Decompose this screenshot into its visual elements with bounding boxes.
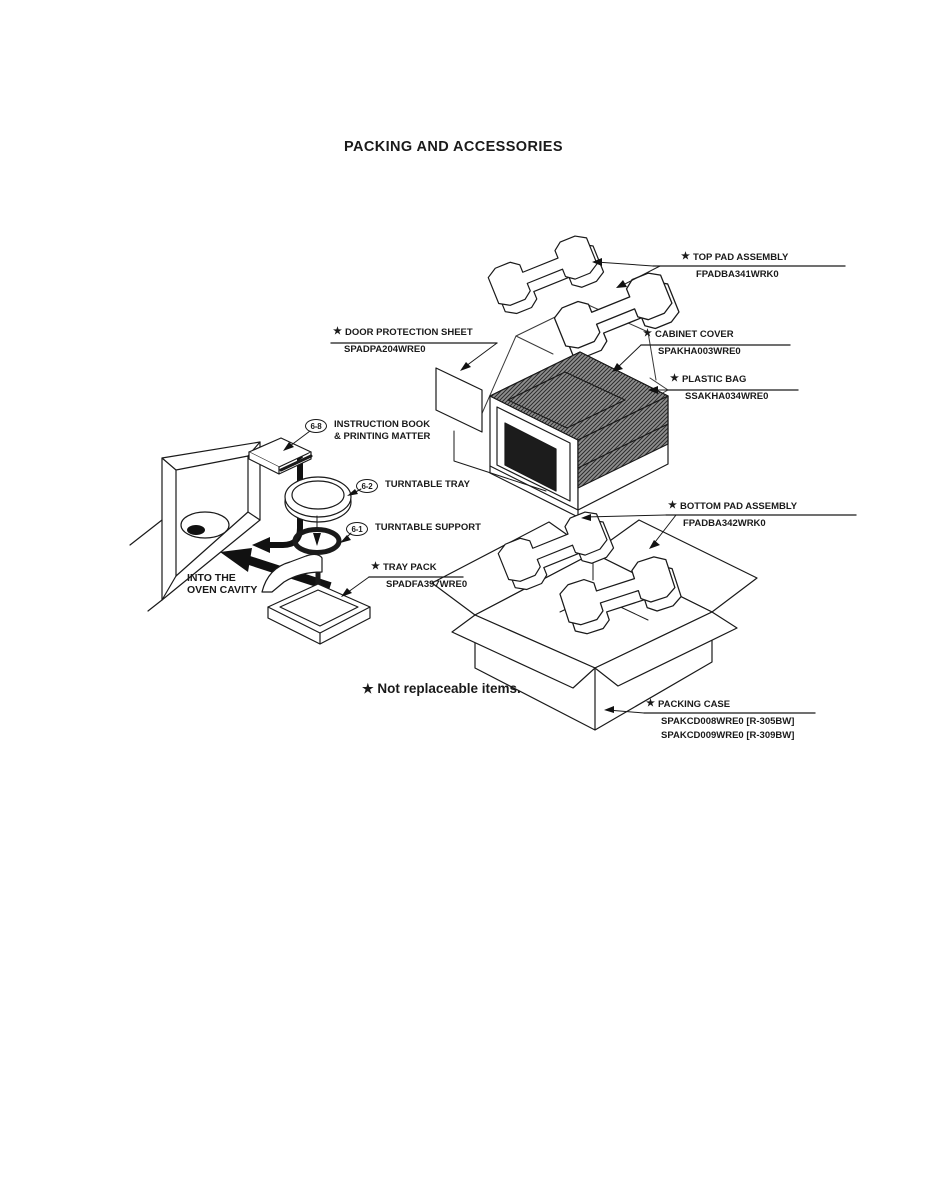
part-number: FPADBA341WRK0: [696, 269, 779, 280]
turntable-tray-drawing: [285, 477, 351, 522]
label-door-protection-sheet: [333, 327, 473, 355]
turntable-support-drawing: [295, 530, 339, 553]
tray-pack-drawing: [262, 554, 370, 644]
part-name: CABINET COVER: [654, 329, 734, 340]
label-turntable-support: [346, 522, 481, 536]
part-name: TURNTABLE TRAY: [385, 479, 470, 490]
star-icon: ★: [371, 561, 380, 572]
into-oven-cavity-caption: INTO THE OVEN CAVITY: [187, 572, 258, 596]
part-number: SPAKHA003WRE0: [658, 346, 741, 357]
label-packing-case: [646, 699, 794, 741]
oven-drawing: [490, 352, 668, 517]
label-tray-pack: [371, 562, 467, 590]
part-number: SPADFA397WRE0: [386, 579, 468, 590]
not-replaceable-note: ★ Not replaceable items.: [362, 681, 521, 696]
star-icon: ★: [333, 326, 342, 337]
star-icon: ★: [670, 373, 679, 384]
part-number: FPADBA342WRK0: [683, 518, 766, 529]
page-title: PACKING AND ACCESSORIES: [344, 139, 563, 155]
star-icon: ★: [362, 681, 374, 696]
label-turntable-tray: [356, 479, 470, 493]
part-name: TURNTABLE SUPPORT: [375, 522, 481, 533]
part-name: PLASTIC BAG: [681, 374, 747, 385]
label-instruction-book: [305, 419, 430, 442]
part-number: SPAKCD008WRE0 [R-305BW]: [661, 716, 795, 727]
star-icon: ★: [668, 500, 677, 511]
ref-badge: 6-1: [346, 522, 368, 536]
label-plastic-bag: [670, 374, 768, 402]
star-icon: ★: [643, 328, 652, 339]
part-name: BOTTOM PAD ASSEMBLY: [679, 501, 798, 512]
star-icon: ★: [681, 251, 690, 262]
part-name: PACKING CASE: [657, 699, 731, 710]
ref-badge: 6-2: [356, 479, 378, 493]
part-number: SSAKHA034WRE0: [685, 391, 769, 402]
ref-badge: 6-8: [305, 419, 327, 433]
part-name: TRAY PACK: [382, 562, 437, 573]
label-cabinet-cover: [643, 329, 741, 357]
star-icon: ★: [646, 698, 655, 709]
label-top-pad-assembly: [681, 252, 788, 280]
part-number: SPAKCD009WRE0 [R-309BW]: [661, 730, 795, 741]
part-number: SPADPA204WRE0: [344, 344, 426, 355]
label-bottom-pad-assembly: [668, 501, 797, 529]
part-name: INSTRUCTION BOOK & PRINTING MATTER: [334, 419, 431, 442]
part-name: DOOR PROTECTION SHEET: [344, 327, 473, 338]
part-name: TOP PAD ASSEMBLY: [692, 252, 789, 263]
